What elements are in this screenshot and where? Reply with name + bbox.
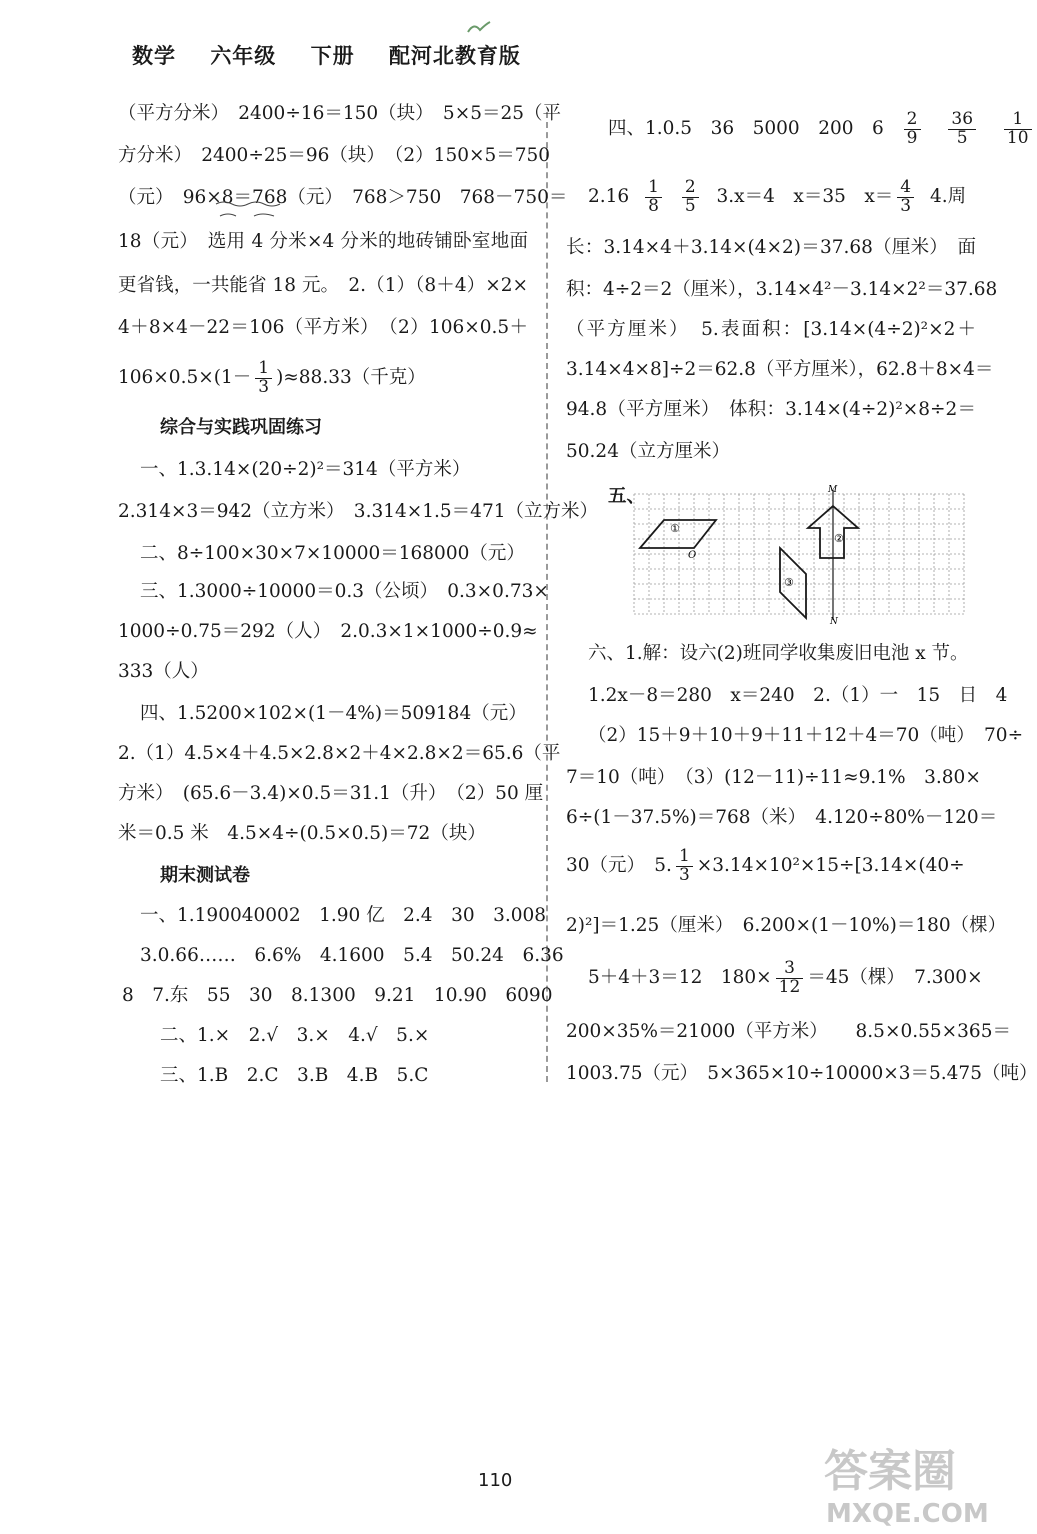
text-segment: )≈88.33（千克） xyxy=(276,367,426,388)
fraction-numerator: 4 xyxy=(897,179,914,198)
watermark-main-text: 答案圈 xyxy=(824,1446,956,1497)
text-segment: 四、1.0.5 36 5000 200 6 xyxy=(608,118,884,139)
fraction xyxy=(676,845,693,885)
fraction-numerator: 1 xyxy=(645,179,662,198)
text-line: 333（人） xyxy=(118,661,209,682)
text-segment: 106×0.5×(1－ xyxy=(118,367,252,388)
shape-3-label: ③ xyxy=(784,576,794,589)
handwriting-scribble xyxy=(214,198,294,222)
text-line: 积：4÷2＝2（厘米），3.14×4²－3.14×2²＝37.68 xyxy=(566,279,998,300)
fraction xyxy=(645,176,662,216)
text-line: 更省钱，一共能省 18 元。 2.（1）（8＋4）×2× xyxy=(118,275,528,296)
text-line-with-fractions xyxy=(608,106,1036,152)
fraction-denominator: 10 xyxy=(1006,127,1029,148)
text-line: 米＝0.5 米 4.5×4÷(0.5×0.5)＝72（块） xyxy=(118,823,486,844)
text-line: 94.8（平方厘米） 体积：3.14×(4÷2)²×8÷2＝ xyxy=(566,399,976,420)
fraction xyxy=(904,108,921,148)
fraction-numerator: 1 xyxy=(255,360,272,379)
text-line: 50.24（立方厘米） xyxy=(566,441,730,462)
fraction-denominator: 5 xyxy=(684,195,696,216)
header-subject: 数学 xyxy=(132,44,176,68)
text-line: 六、1.解：设六(2)班同学收集废旧电池 x 节。 xyxy=(588,643,969,664)
text-line: 7＝10（吨） （3）(12－11)÷11≈9.1% 3.80× xyxy=(566,767,981,788)
text-line-with-fraction xyxy=(118,356,426,400)
header-edition: 配河北教育版 xyxy=(388,44,521,68)
text-line: （元） 96×8＝768（元） 768＞750 768－750＝ xyxy=(118,187,568,208)
text-segment: 3.x＝4 x＝35 x＝ xyxy=(716,186,894,207)
text-line: 1000÷0.75＝292（人） 2.0.3×1×1000÷0.9≈ xyxy=(118,621,538,642)
page-header xyxy=(132,40,547,70)
text-line: 二、1.× 2.√ 3.× 4.√ 5.× xyxy=(160,1025,430,1046)
text-line: 2)²]＝1.25（厘米） 6.200×(1－10%)＝180（棵） xyxy=(566,915,1007,936)
shape-1-label: ① xyxy=(670,522,680,535)
transformation-grid-figure xyxy=(630,484,970,627)
label-n: N xyxy=(830,617,838,627)
header-volume: 下册 xyxy=(310,44,355,68)
fraction-denominator: 12 xyxy=(778,976,801,997)
text-line: 2.（1）4.5×4＋4.5×2.8×2＋4×2.8×2＝65.6（平 xyxy=(118,743,561,764)
text-line: 1003.75（元） 5×365×10÷10000×3＝5.475（吨） xyxy=(566,1063,1037,1084)
text-line: 3.0.66…… 6.6% 4.1600 5.4 50.24 6.36 xyxy=(140,945,564,966)
text-segment: 2.16 xyxy=(588,186,630,207)
text-line: 3.14×4×8]÷2＝62.8（平方厘米），62.8＋8×4＝ xyxy=(566,359,994,380)
fraction-numerator: 1 xyxy=(676,848,693,867)
fraction-denominator: 8 xyxy=(648,195,659,216)
text-line: 200×35%＝21000（平方米） 8.5×0.55×365＝ xyxy=(566,1021,1011,1042)
text-line: 2.314×3＝942（立方米） 3.314×1.5＝471（立方米） xyxy=(118,501,598,522)
grid-lines xyxy=(634,494,966,614)
section-title: 期末测试卷 xyxy=(160,865,250,886)
fraction-denominator: 5 xyxy=(956,127,968,148)
text-segment: ×3.14×10²×15÷[3.14×(40÷ xyxy=(696,855,965,876)
text-line: 1.2x－8＝280 x＝240 2.（1）一 15 日 4 xyxy=(588,685,1008,706)
fraction-numerator: 2 xyxy=(904,111,921,130)
fraction xyxy=(776,957,804,997)
text-line: 二、8÷100×30×7×10000＝168000（元） xyxy=(140,543,525,564)
fraction xyxy=(897,176,914,216)
text-line: 三、1.B 2.C 3.B 4.B 5.C xyxy=(160,1065,429,1086)
text-line: 4＋8×4－22＝106（平方米） （2）106×0.5＋ xyxy=(118,317,528,338)
text-line-with-fraction xyxy=(566,842,965,890)
text-line: 四、1.5200×102×(1－4%)＝509184（元） xyxy=(140,703,527,724)
fraction-denominator: 3 xyxy=(678,864,690,885)
watermark-url: MXQE.COM xyxy=(826,1499,989,1529)
text-line: 方分米） 2400÷25＝96（块） （2）150×5＝750 xyxy=(118,145,551,166)
fraction xyxy=(1004,108,1032,148)
text-line: 6÷(1－37.5%)＝768（米） 4.120÷80%－120＝ xyxy=(566,807,998,828)
text-line: 方米） (65.6－3.4)×0.5＝31.1（升） （2）50 厘 xyxy=(118,783,544,804)
text-segment: ＝45（棵） 7.300× xyxy=(807,967,983,988)
fraction-numerator: 36 xyxy=(948,111,976,130)
text-line: 长：3.14×4＋3.14×(4×2)＝37.68（厘米） 面 xyxy=(566,237,976,258)
watermark-logo xyxy=(820,1436,990,1532)
section-title: 综合与实践巩固练习 xyxy=(160,417,322,438)
fraction-numerator: 1 xyxy=(1004,111,1032,130)
label-o: O xyxy=(688,550,697,561)
text-line: （2）15＋9＋10＋9＋11＋12＋4＝70（吨） 70÷ xyxy=(588,725,1024,746)
text-line: 一、1.3.14×(20÷2)²＝314（平方米） xyxy=(140,459,471,480)
fraction-denominator: 3 xyxy=(258,376,270,397)
shape-2-label: ② xyxy=(834,532,844,545)
fraction-numerator: 3 xyxy=(776,960,804,979)
text-segment: 5＋4＋3＝12 180× xyxy=(588,967,772,988)
text-line: 8 7.东 55 30 8.1300 9.21 10.90 6090 xyxy=(122,985,553,1006)
label-m: M xyxy=(828,485,838,495)
text-line-with-fractions xyxy=(588,174,966,220)
text-line: （平方分米） 2400÷16＝150（块） 5×5＝25（平 xyxy=(118,103,562,124)
text-line: （平方厘米） 5.表面积：[3.14×(4÷2)²×2＋ xyxy=(566,319,976,340)
fraction-denominator: 3 xyxy=(900,195,912,216)
header-grade: 六年级 xyxy=(210,44,277,68)
text-line: 一、1.190040002 1.90 亿 2.4 30 3.008 xyxy=(140,905,547,926)
fraction xyxy=(255,357,272,397)
text-line: 18（元） 选用 4 分米×4 分米的地砖铺卧室地面 xyxy=(118,231,528,252)
text-segment: 30（元） 5. xyxy=(566,855,672,876)
fraction-numerator: 2 xyxy=(682,179,699,198)
fraction xyxy=(682,176,699,216)
fraction xyxy=(948,108,976,148)
text-segment: 4.周 xyxy=(930,186,967,207)
fraction-denominator: 9 xyxy=(906,127,918,148)
text-line-with-fraction xyxy=(588,954,983,1002)
text-line: 三、1.3000÷10000＝0.3（公顷） 0.3×0.73× xyxy=(140,581,549,602)
section-five-label: 五、 xyxy=(608,486,646,507)
leaf-icon xyxy=(466,20,492,36)
page-number: 110 xyxy=(478,1470,513,1491)
